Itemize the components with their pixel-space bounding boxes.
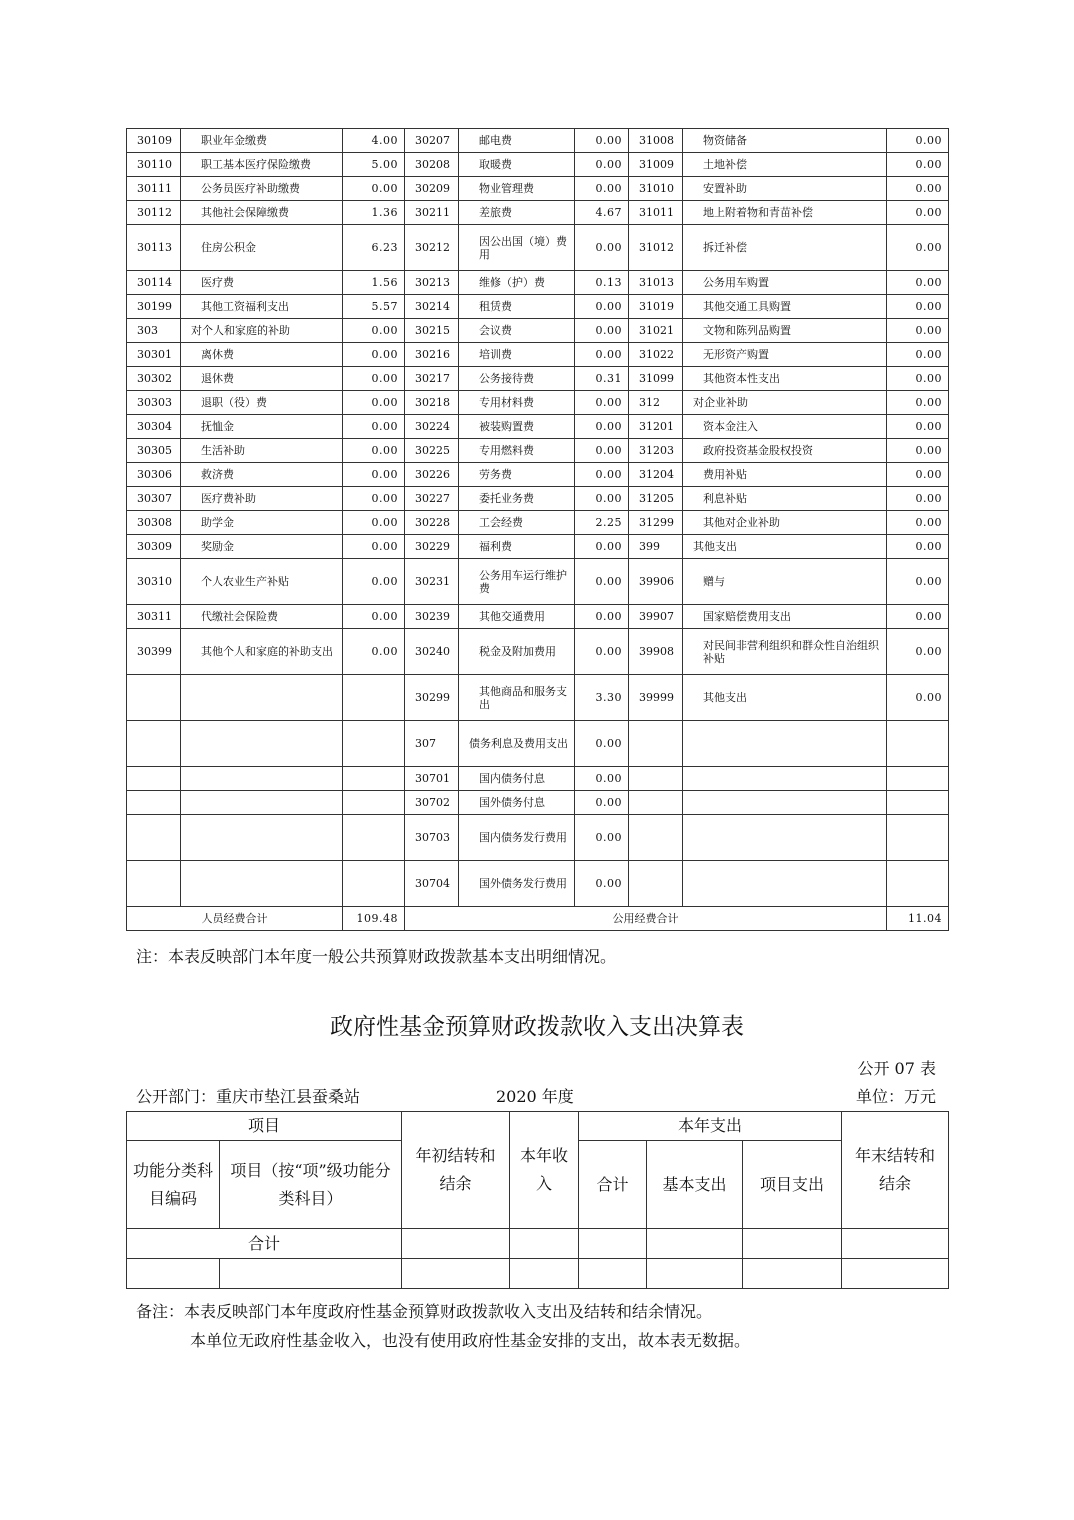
code-cell [127,815,181,861]
name-cell: 助学金 [181,511,343,535]
name-cell: 债务利息及费用支出 [459,721,575,767]
table-row [127,271,949,295]
amount-cell [887,815,949,861]
code-cell [629,861,683,907]
public-total-value: 11.04 [887,907,949,931]
name-cell: 专用材料费 [459,391,575,415]
amount-cell: 0.00 [575,815,629,861]
amount-cell: 3.30 [575,675,629,721]
table-row [127,415,949,439]
amount-cell: 0.00 [887,511,949,535]
code-cell: 30227 [405,487,459,511]
code-cell: 31201 [629,415,683,439]
name-cell: 其他支出 [683,535,887,559]
code-cell [127,791,181,815]
amount-cell: 0.00 [575,225,629,271]
header-item: 项目 [127,1112,402,1141]
total-row [127,1229,949,1259]
name-cell: 邮电费 [459,129,575,153]
table-row [127,201,949,225]
amount-cell: 0.00 [343,367,405,391]
amount-cell: 0.00 [575,295,629,319]
name-cell: 退休费 [181,367,343,391]
table-row [127,535,949,559]
code-cell: 30113 [127,225,181,271]
table-row [127,177,949,201]
code-cell: 30302 [127,367,181,391]
personnel-total-label: 人员经费合计 [127,907,343,931]
name-cell [181,815,343,861]
header-closing: 年末结转和结余 [842,1112,949,1229]
name-cell: 代缴社会保险费 [181,605,343,629]
department-label: 公开部门：重庆市垫江县蚕桑站 [136,1087,361,1106]
code-cell: 30310 [127,559,181,605]
detail-note: 注：本表反映部门本年度一般公共预算财政拨款基本支出明细情况。 [136,947,617,966]
code-cell: 30307 [127,487,181,511]
table-row [127,153,949,177]
code-cell: 30209 [405,177,459,201]
amount-cell: 0.00 [887,319,949,343]
name-cell: 国外债务付息 [459,791,575,815]
code-cell: 30114 [127,271,181,295]
year-label: 2020 年度 [496,1087,574,1106]
name-cell: 对民间非营利组织和群众性自治组织补贴 [683,629,887,675]
amount-cell: 4.67 [575,201,629,225]
amount-cell: 0.00 [575,177,629,201]
name-cell: 租赁费 [459,295,575,319]
code-cell: 30299 [405,675,459,721]
code-cell: 30229 [405,535,459,559]
name-cell: 住房公积金 [181,225,343,271]
code-cell: 31021 [629,319,683,343]
amount-cell: 5.57 [343,295,405,319]
amount-cell: 5.00 [343,153,405,177]
amount-cell: 0.00 [575,535,629,559]
name-cell: 赠与 [683,559,887,605]
amount-cell: 6.23 [343,225,405,271]
name-cell: 税金及附加费用 [459,629,575,675]
code-cell [629,791,683,815]
amount-cell: 0.31 [575,367,629,391]
code-cell: 30228 [405,511,459,535]
amount-cell [343,767,405,791]
code-cell: 399 [629,535,683,559]
amount-cell: 0.00 [575,415,629,439]
name-cell: 土地补偿 [683,153,887,177]
name-cell [683,767,887,791]
name-cell: 安置补助 [683,177,887,201]
amount-cell [343,861,405,907]
name-cell: 公务用车购置 [683,271,887,295]
table-row [127,295,949,319]
name-cell: 个人农业生产补贴 [181,559,343,605]
name-cell: 离休费 [181,343,343,367]
name-cell: 会议费 [459,319,575,343]
amount-cell [887,791,949,815]
code-cell: 31011 [629,201,683,225]
code-cell: 30702 [405,791,459,815]
name-cell: 劳务费 [459,463,575,487]
amount-cell: 0.00 [343,487,405,511]
name-cell: 其他社会保障缴费 [181,201,343,225]
code-cell: 39907 [629,605,683,629]
code-cell: 30218 [405,391,459,415]
code-cell: 31009 [629,153,683,177]
code-cell: 312 [629,391,683,415]
amount-cell: 0.00 [887,153,949,177]
amount-cell: 0.00 [887,629,949,675]
code-cell: 30308 [127,511,181,535]
name-cell: 公务用车运行维护费 [459,559,575,605]
table-row [127,861,949,907]
amount-cell: 0.00 [343,439,405,463]
code-cell: 30306 [127,463,181,487]
amount-cell [887,721,949,767]
name-cell: 抚恤金 [181,415,343,439]
name-cell: 奖励金 [181,535,343,559]
code-cell [127,675,181,721]
code-cell [127,721,181,767]
name-cell: 维修（护）费 [459,271,575,295]
name-cell: 国内债务发行费用 [459,815,575,861]
name-cell [683,791,887,815]
amount-cell: 1.56 [343,271,405,295]
amount-cell: 0.00 [575,391,629,415]
amount-cell: 0.00 [887,295,949,319]
code-cell: 30303 [127,391,181,415]
name-cell: 委托业务费 [459,487,575,511]
amount-cell: 0.00 [887,177,949,201]
amount-cell: 0.00 [343,511,405,535]
name-cell: 医疗费补助 [181,487,343,511]
amount-cell: 0.00 [575,721,629,767]
table-row [127,559,949,605]
name-cell: 其他资本性支出 [683,367,887,391]
expense-detail-table [126,128,949,931]
code-cell: 30311 [127,605,181,629]
personnel-total-value: 109.48 [343,907,405,931]
code-cell: 31008 [629,129,683,153]
code-cell [127,861,181,907]
code-cell: 31010 [629,177,683,201]
code-cell: 30305 [127,439,181,463]
total-label: 合计 [127,1229,402,1259]
table-row [127,487,949,511]
code-cell [629,815,683,861]
amount-cell [887,767,949,791]
table-row [127,511,949,535]
amount-cell: 0.00 [887,487,949,511]
amount-cell: 0.00 [575,487,629,511]
header-exp-project: 项目支出 [743,1141,842,1229]
amount-cell: 0.00 [343,177,405,201]
code-cell: 30304 [127,415,181,439]
name-cell: 国外债务发行费用 [459,861,575,907]
code-cell: 30213 [405,271,459,295]
code-cell: 30215 [405,319,459,343]
name-cell [683,815,887,861]
amount-cell: 0.00 [343,535,405,559]
name-cell [181,791,343,815]
code-cell: 30231 [405,559,459,605]
code-cell: 307 [405,721,459,767]
code-cell: 31022 [629,343,683,367]
amount-cell: 0.00 [575,559,629,605]
name-cell: 职工基本医疗保险缴费 [181,153,343,177]
name-cell: 专用燃料费 [459,439,575,463]
header-income: 本年收入 [510,1112,579,1229]
remark-line-2: 本单位无政府性基金收入，也没有使用政府性基金安排的支出，故本表无数据。 [190,1331,751,1350]
name-cell: 利息补贴 [683,487,887,511]
amount-cell [887,861,949,907]
code-cell: 39908 [629,629,683,675]
amount-cell: 0.13 [575,271,629,295]
amount-cell: 0.00 [887,129,949,153]
code-cell [629,721,683,767]
code-cell: 30240 [405,629,459,675]
amount-cell [343,791,405,815]
table-row [127,815,949,861]
amount-cell: 0.00 [575,861,629,907]
fund-table [126,1111,949,1289]
name-cell: 地上附着物和青苗补偿 [683,201,887,225]
name-cell: 对企业补助 [683,391,887,415]
code-cell: 30214 [405,295,459,319]
code-cell: 30399 [127,629,181,675]
amount-cell: 0.00 [575,153,629,177]
amount-cell: 0.00 [887,675,949,721]
name-cell: 费用补贴 [683,463,887,487]
code-cell: 303 [127,319,181,343]
table-row [127,319,949,343]
table-row [127,791,949,815]
amount-cell: 0.00 [575,767,629,791]
amount-cell: 0.00 [887,463,949,487]
name-cell [181,721,343,767]
amount-cell: 0.00 [575,343,629,367]
totals-row [127,907,949,931]
name-cell: 福利费 [459,535,575,559]
name-cell: 物业管理费 [459,177,575,201]
code-cell: 31013 [629,271,683,295]
amount-cell [343,815,405,861]
name-cell: 无形资产购置 [683,343,887,367]
code-cell: 30112 [127,201,181,225]
amount-cell: 0.00 [887,343,949,367]
amount-cell: 0.00 [887,415,949,439]
amount-cell: 0.00 [887,201,949,225]
name-cell: 取暖费 [459,153,575,177]
amount-cell: 4.00 [343,129,405,153]
amount-cell: 0.00 [343,415,405,439]
code-cell: 30225 [405,439,459,463]
name-cell: 救济费 [181,463,343,487]
code-cell: 30208 [405,153,459,177]
code-cell: 30216 [405,343,459,367]
table-row [127,629,949,675]
amount-cell: 0.00 [343,391,405,415]
remark-line-1: 备注：本表反映部门本年度政府性基金预算财政拨款收入支出及结转和结余情况。 [136,1302,713,1321]
name-cell: 物资储备 [683,129,887,153]
name-cell: 国内债务付息 [459,767,575,791]
name-cell: 因公出国（境）费用 [459,225,575,271]
amount-cell: 0.00 [887,391,949,415]
name-cell: 其他个人和家庭的补助支出 [181,629,343,675]
header-item-name: 项目（按“项”级功能分类科目） [220,1141,402,1229]
amount-cell: 0.00 [343,343,405,367]
name-cell: 其他工资福利支出 [181,295,343,319]
name-cell: 其他交通工具购置 [683,295,887,319]
name-cell [683,721,887,767]
code-cell: 30301 [127,343,181,367]
amount-cell: 0.00 [343,629,405,675]
name-cell [181,767,343,791]
amount-cell: 0.00 [575,463,629,487]
code-cell: 31205 [629,487,683,511]
table-row [127,439,949,463]
name-cell: 对个人和家庭的补助 [181,319,343,343]
amount-cell: 0.00 [575,605,629,629]
amount-cell [343,721,405,767]
name-cell: 其他对企业补助 [683,511,887,535]
name-cell: 工会经费 [459,511,575,535]
code-cell: 39999 [629,675,683,721]
code-cell: 31099 [629,367,683,391]
name-cell: 职业年金缴费 [181,129,343,153]
name-cell: 其他交通费用 [459,605,575,629]
code-cell: 31204 [629,463,683,487]
header-exp-total: 合计 [579,1141,647,1229]
name-cell: 文物和陈列品购置 [683,319,887,343]
name-cell: 被装购置费 [459,415,575,439]
code-cell: 30111 [127,177,181,201]
amount-cell: 0.00 [575,629,629,675]
name-cell [683,861,887,907]
amount-cell: 0.00 [887,605,949,629]
table-row [127,463,949,487]
name-cell: 国家赔偿费用支出 [683,605,887,629]
code-cell: 30212 [405,225,459,271]
header-expense: 本年支出 [579,1112,842,1141]
amount-cell [343,675,405,721]
name-cell: 政府投资基金股权投资 [683,439,887,463]
table-row [127,1259,949,1289]
table-row [127,129,949,153]
amount-cell: 0.00 [887,225,949,271]
table-row [127,605,949,629]
amount-cell: 0.00 [575,129,629,153]
name-cell: 其他支出 [683,675,887,721]
amount-cell: 0.00 [343,605,405,629]
code-cell: 30207 [405,129,459,153]
name-cell: 资本金注入 [683,415,887,439]
code-cell: 39906 [629,559,683,605]
name-cell: 其他商品和服务支出 [459,675,575,721]
header-exp-basic: 基本支出 [647,1141,743,1229]
amount-cell: 0.00 [887,367,949,391]
amount-cell: 0.00 [343,559,405,605]
name-cell: 公务员医疗补助缴费 [181,177,343,201]
code-cell: 30239 [405,605,459,629]
amount-cell: 1.36 [343,201,405,225]
code-cell: 30211 [405,201,459,225]
table-row [127,367,949,391]
name-cell: 医疗费 [181,271,343,295]
table-row [127,225,949,271]
unit-label: 单位：万元 [855,1087,936,1106]
code-cell: 30199 [127,295,181,319]
code-cell: 31012 [629,225,683,271]
table-row [127,675,949,721]
name-cell: 差旅费 [459,201,575,225]
code-cell: 30110 [127,153,181,177]
name-cell: 公务接待费 [459,367,575,391]
name-cell: 退职（役）费 [181,391,343,415]
header-opening: 年初结转和结余 [402,1112,510,1229]
code-cell: 30217 [405,367,459,391]
code-cell [127,767,181,791]
header-func-code: 功能分类科目编码 [127,1141,220,1229]
code-cell: 30309 [127,535,181,559]
amount-cell: 0.00 [575,439,629,463]
name-cell: 培训费 [459,343,575,367]
amount-cell: 0.00 [887,271,949,295]
amount-cell: 0.00 [887,535,949,559]
code-cell: 30701 [405,767,459,791]
public-total-label: 公用经费合计 [405,907,887,931]
amount-cell: 0.00 [887,439,949,463]
amount-cell: 0.00 [575,319,629,343]
code-cell: 30226 [405,463,459,487]
code-cell [629,767,683,791]
table-row [127,391,949,415]
code-cell: 30109 [127,129,181,153]
name-cell [181,861,343,907]
table-row [127,721,949,767]
name-cell: 拆迁补偿 [683,225,887,271]
code-cell: 31019 [629,295,683,319]
code-cell: 30704 [405,861,459,907]
name-cell [181,675,343,721]
name-cell: 生活补助 [181,439,343,463]
code-cell: 31299 [629,511,683,535]
table-row [127,767,949,791]
code-cell: 30703 [405,815,459,861]
amount-cell: 0.00 [575,791,629,815]
page-title: 政府性基金预算财政拨款收入支出决算表 [330,1014,744,1040]
amount-cell: 0.00 [343,319,405,343]
table-number: 公开 07 表 [857,1059,936,1078]
amount-cell: 2.25 [575,511,629,535]
code-cell: 30224 [405,415,459,439]
table-row [127,343,949,367]
amount-cell: 0.00 [343,463,405,487]
code-cell: 31203 [629,439,683,463]
amount-cell: 0.00 [887,559,949,605]
